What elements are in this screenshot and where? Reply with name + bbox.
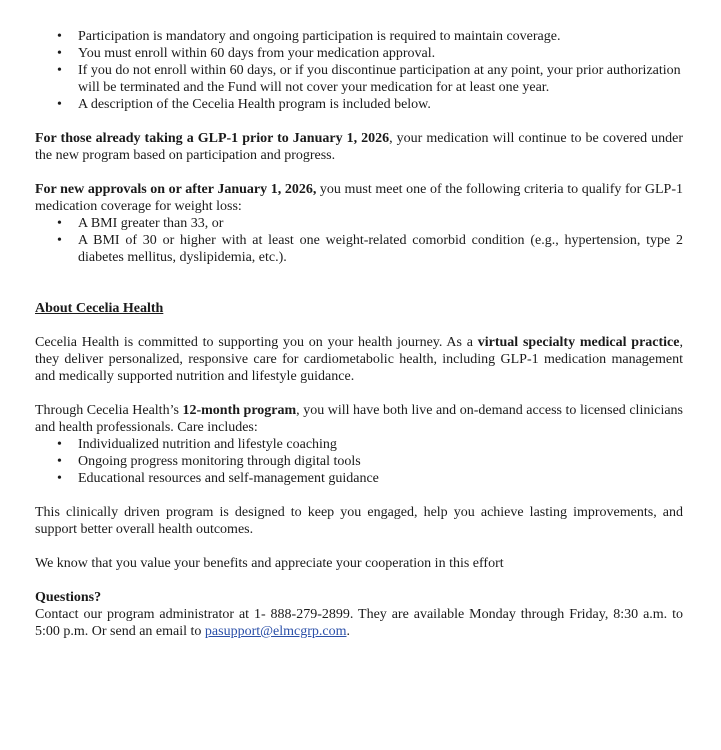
about-p2-bold: 12-month program	[182, 403, 297, 418]
questions-heading: Questions?	[35, 590, 102, 605]
program-summary-paragraph: This clinically driven program is designed to keep you engaged, help you achieve lasting improvements, and support better overall health outcomes.	[35, 505, 683, 537]
requirement-item: • A description of the Cecelia Health program is included below.	[35, 96, 683, 113]
bmi-criteria-list	[35, 215, 683, 266]
requirement-item: • Participation is mandatory and ongoing participation is required to maintain coverage.	[35, 28, 683, 45]
care-item: • Educational resources and self-management guidance	[35, 470, 683, 487]
about-p1-start: Cecelia Health is committed to supporting you on your health journey. As a	[35, 335, 478, 350]
criteria-item: • A BMI of 30 or higher with at least one weight-related comorbid condition (e.g., hypertension, type 2 diabetes mellitus, dyslipidemia, etc.).	[35, 232, 683, 266]
existing-users-text: , your medication will continue to be covered under the new program based on participation and progress.	[35, 131, 683, 163]
about-paragraph-1	[35, 334, 683, 385]
contact-paragraph	[35, 606, 683, 640]
about-p1-end: , they deliver personalized, responsive care for cardiometabolic health, including GLP-1 medication management and medically supported nutrition and lifestyle guidance.	[35, 335, 683, 384]
program-requirements-list	[35, 28, 683, 113]
new-approvals-paragraph	[35, 181, 683, 215]
about-p2-start: Through Cecelia Health’s	[35, 403, 183, 418]
about-p2-end: , you will have both live and on-demand access to licensed clinicians and health professionals. Care includes:	[35, 403, 683, 435]
care-item: • Individualized nutrition and lifestyle coaching	[35, 436, 683, 453]
document-page	[35, 28, 683, 640]
new-approvals-text: you must meet one of the following criteria to qualify for GLP-1 medication coverage for weight loss:	[35, 182, 683, 214]
criteria-item: • A BMI greater than 33, or	[35, 215, 683, 232]
new-approvals-bold: For new approvals on or after January 1, 2026,	[35, 182, 317, 197]
support-email-link[interactable]: pasupport@elmcgrp.com	[204, 624, 347, 639]
closing-paragraph: We know that you value your benefits and appreciate your cooperation in this effort	[35, 556, 504, 571]
requirement-item: • You must enroll within 60 days from your medication approval.	[35, 45, 683, 62]
care-includes-list	[35, 436, 683, 487]
existing-users-bold: For those already taking a GLP-1 prior to January 1, 2026	[35, 131, 390, 146]
about-heading: About Cecelia Health	[35, 301, 164, 316]
about-p1-bold: virtual specialty medical practice	[477, 335, 680, 350]
existing-users-paragraph	[35, 130, 683, 164]
contact-text-end: .	[346, 624, 351, 639]
care-item: • Ongoing progress monitoring through digital tools	[35, 453, 683, 470]
requirement-item: • If you do not enroll within 60 days, or if you discontinue participation at any point, your prior authorization will be terminated and the Fund will not cover your medication for at least one year.	[35, 62, 683, 96]
contact-text: Contact our program administrator at 1- 888-279-2899. They are available Monday through Friday, 8:30 a.m. to 5:00 p.m. Or send an email to	[35, 607, 683, 639]
about-paragraph-2	[35, 402, 683, 436]
